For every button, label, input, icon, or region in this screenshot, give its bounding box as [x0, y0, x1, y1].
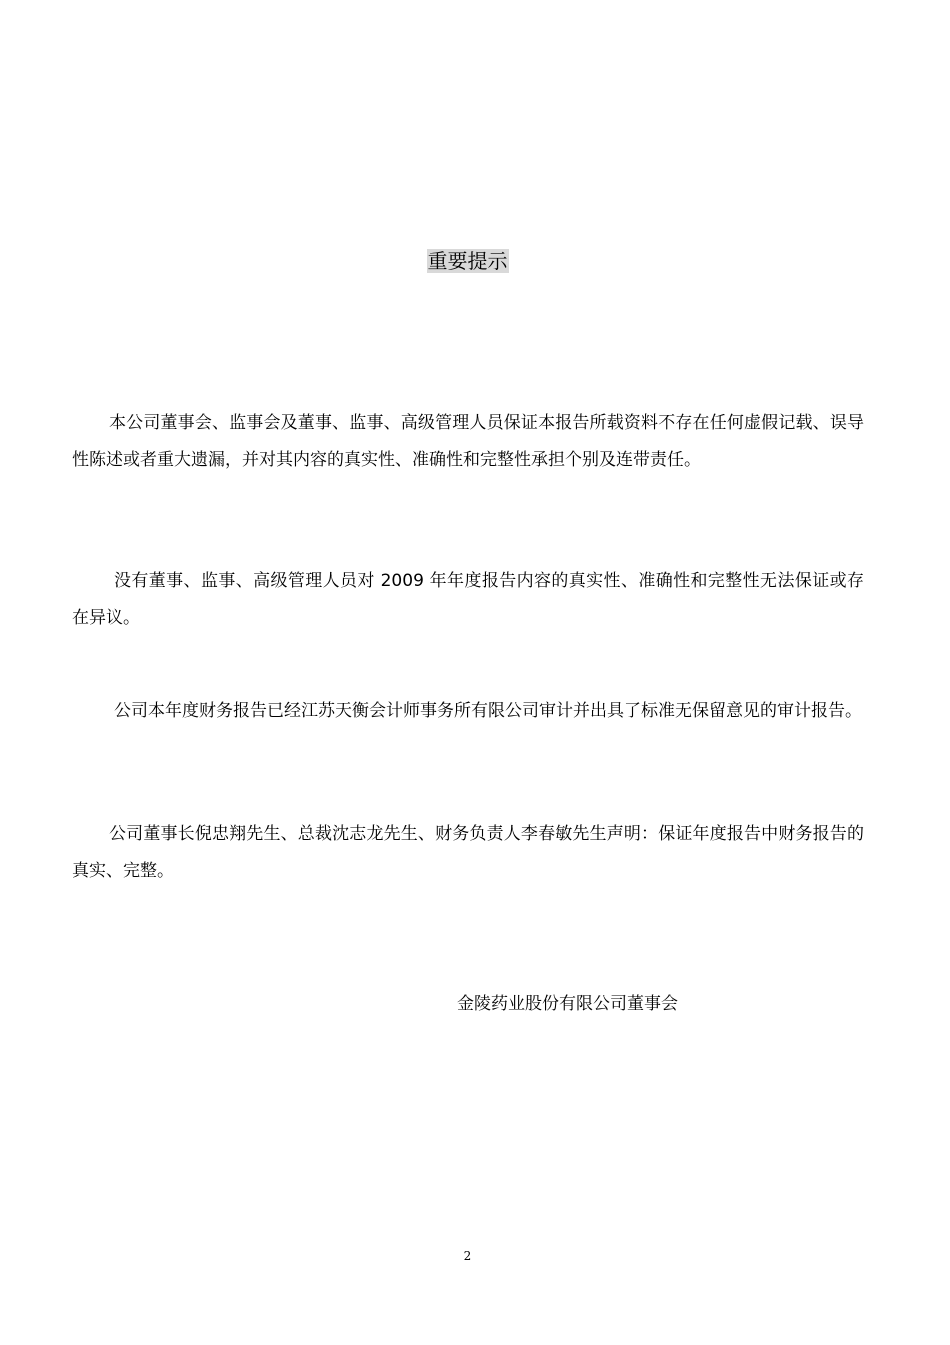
page-title-text: 重要提示 — [427, 249, 508, 273]
page-number: 2 — [463, 1249, 472, 1263]
paragraph-board-guarantee: 本公司董事会、监事会及董事、监事、高级管理人员保证本报告所载资料不存在任何虚假记载、误导性陈述或者重大遗漏，并对其内容的真实性、准确性和完整性承担个别及连带责任。 — [72, 413, 864, 470]
signature: 金陵药业股份有限公司董事会 — [457, 994, 678, 1014]
paragraph-executive-statement: 公司董事长倪忠翔先生、总裁沈志龙先生、财务负责人李春敏先生声明：保证年度报告中财务报告的真实、完整。 — [72, 824, 864, 881]
paragraph-audit-opinion: 公司本年度财务报告已经江苏天衡会计师事务所有限公司审计并出具了标准无保留意见的审计报告。 — [114, 701, 862, 721]
paragraph-no-objection: 没有董事、监事、高级管理人员对 2009 年年度报告内容的真实性、准确性和完整性无法保证或存在异议。 — [72, 571, 864, 628]
page-title — [0, 246, 935, 276]
